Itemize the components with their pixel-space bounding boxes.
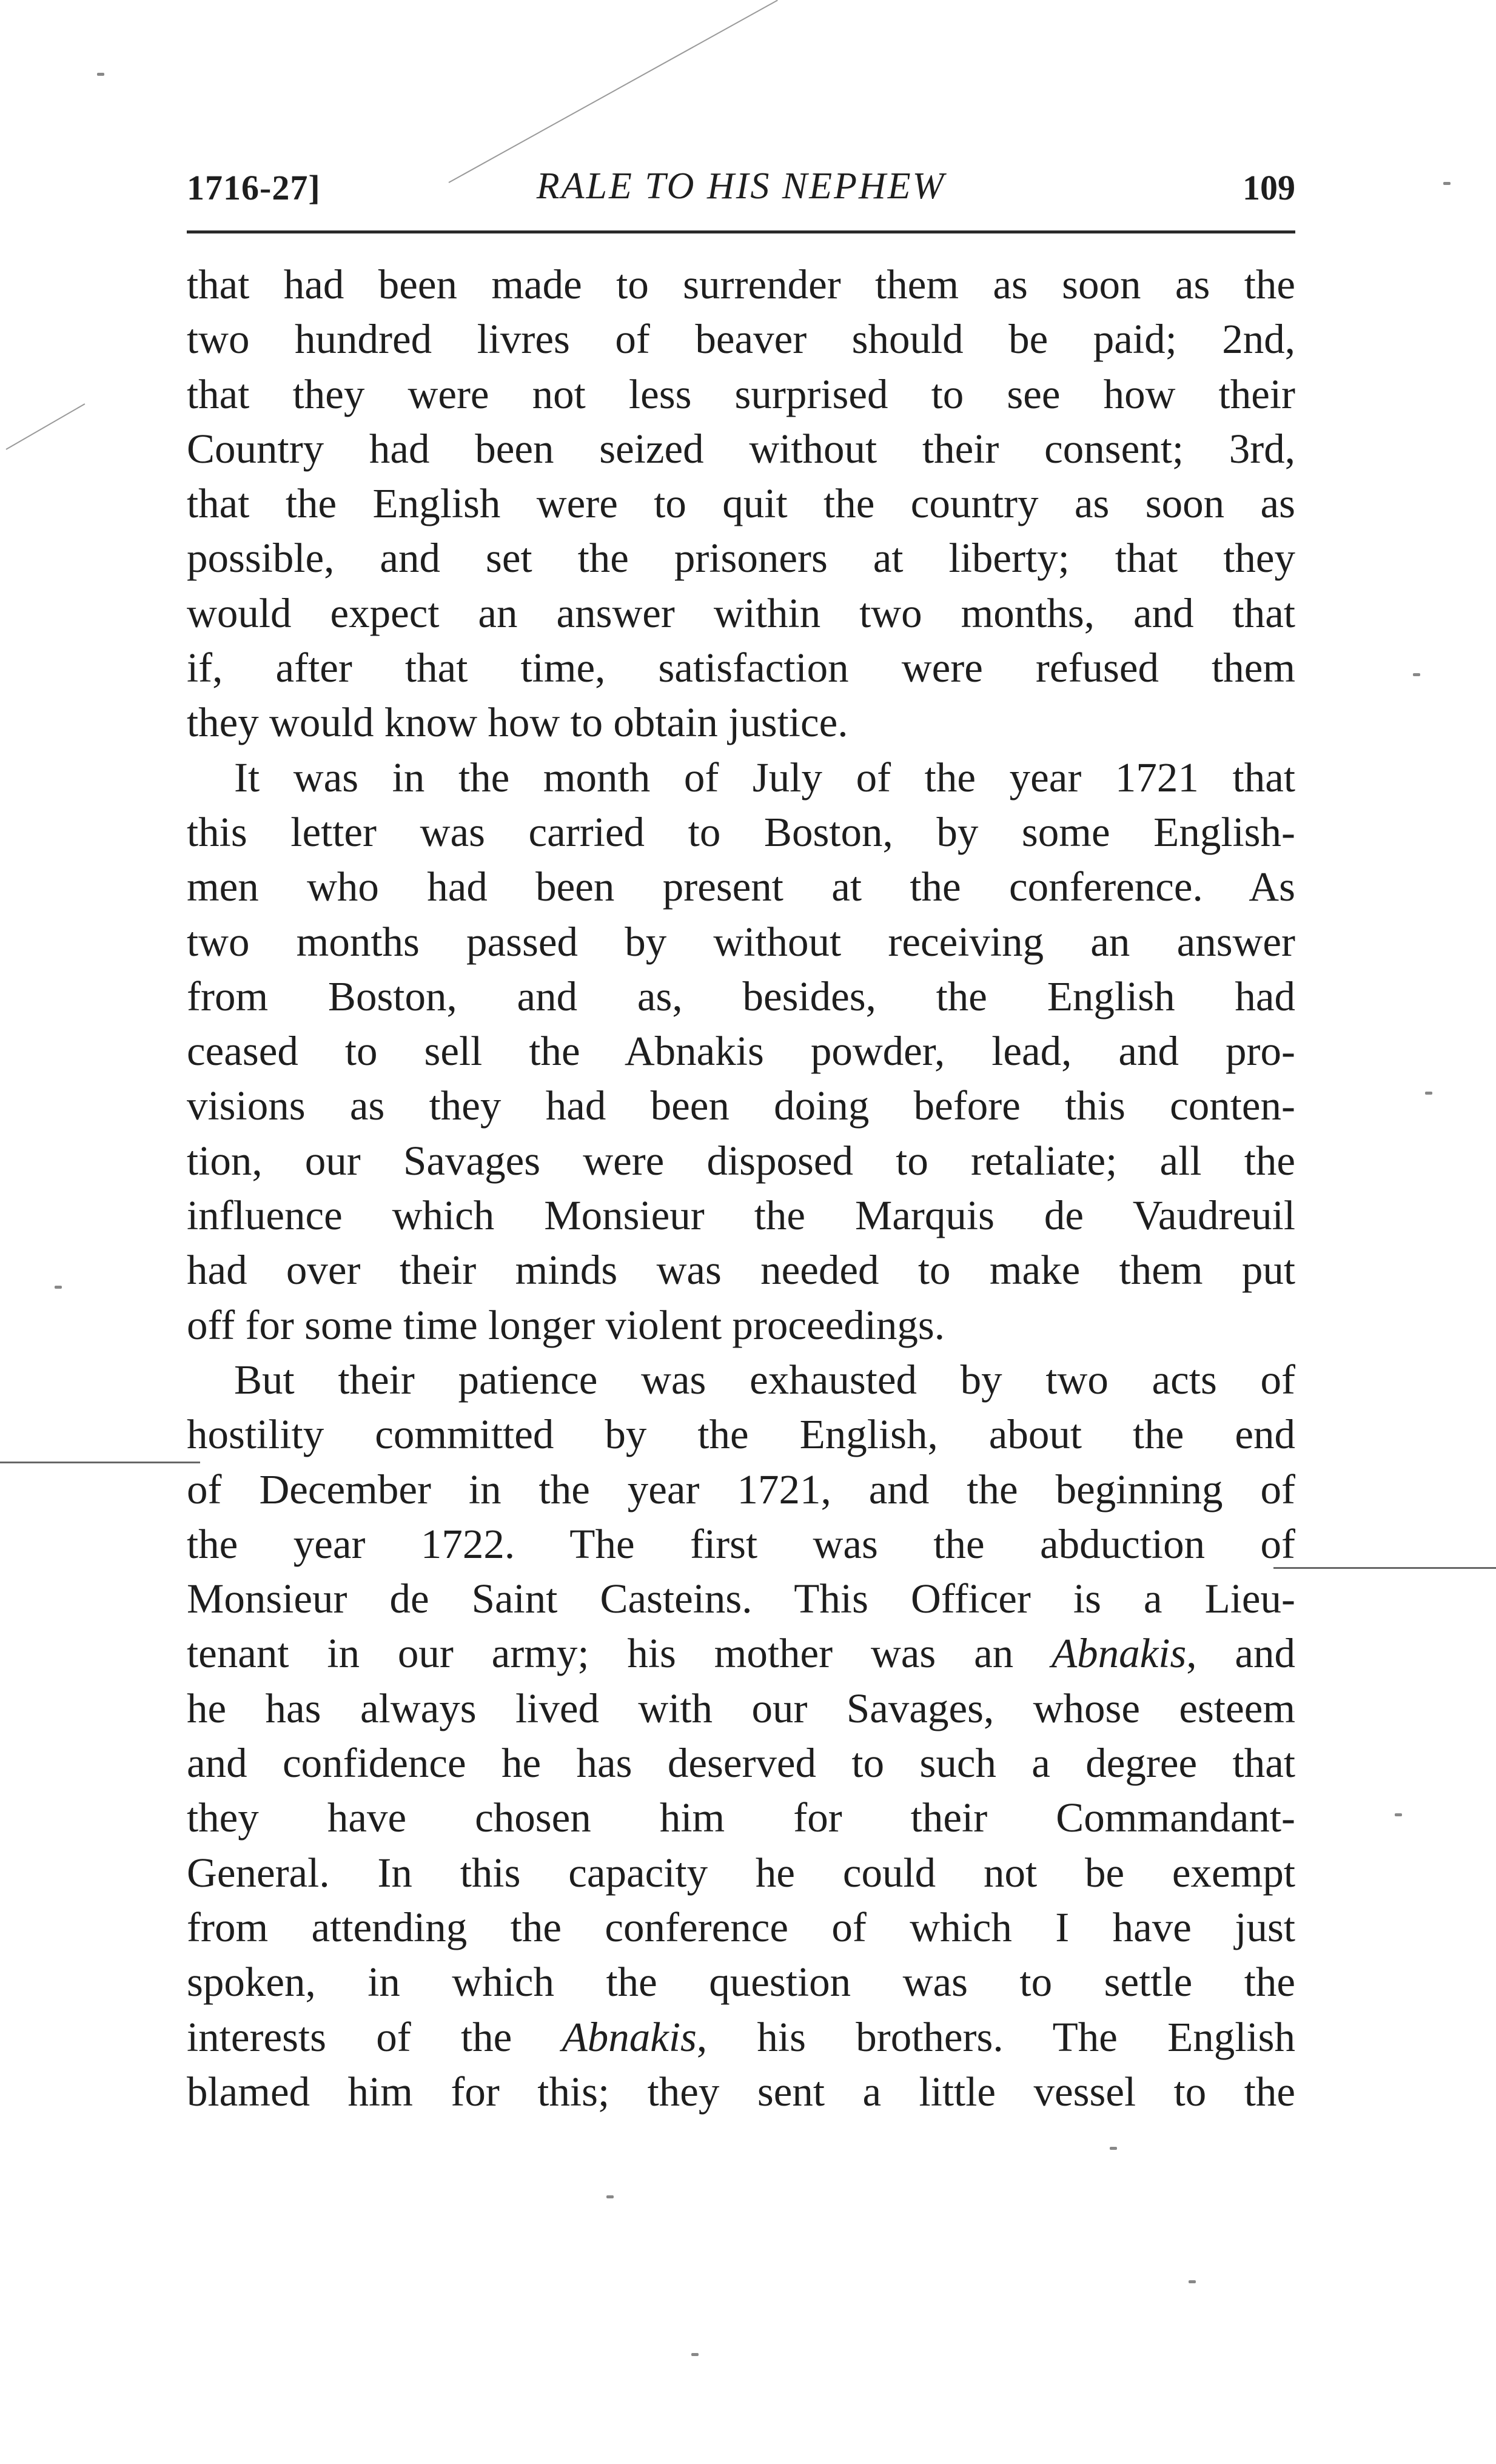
text-segment: interests of the xyxy=(187,2013,562,2060)
header-date-range: 1716-27] xyxy=(187,168,321,207)
scan-speck xyxy=(691,2353,699,2356)
text-line: spoken, in which the question was to settle the xyxy=(187,1959,1295,2006)
text-line: It was in the month of July of the year 1721 that xyxy=(234,754,1295,801)
text-line: off for some time longer violent proceedings. xyxy=(187,1301,945,1348)
scan-speck xyxy=(1110,2147,1117,2150)
text-line: Country had been seized without their consent; 3rd, xyxy=(187,425,1295,472)
italic-term: Abnakis xyxy=(1052,1630,1187,1677)
text-line: the year 1722. The first was the abduction of xyxy=(187,1520,1295,1567)
scan-artifact-line xyxy=(449,0,778,183)
italic-term: Abnakis xyxy=(562,2013,697,2060)
scan-artifact-line xyxy=(1273,1567,1496,1569)
text-line: men who had been present at the conference. As xyxy=(187,864,1295,910)
text-line: General. In this capacity he could not be exempt xyxy=(187,1849,1295,1896)
text-line: and confidence he has deserved to such a degree that xyxy=(187,1740,1295,1787)
text-line: they have chosen him for their Commandant- xyxy=(187,1794,1295,1841)
scan-speck xyxy=(1443,182,1451,185)
body-text xyxy=(187,257,1295,2119)
header-title: RALE TO HIS NEPHEW xyxy=(536,166,946,207)
text-line: from Boston, and as, besides, the English had xyxy=(187,973,1295,1019)
text-line: influence which Monsieur the Marquis de Vaudreuil xyxy=(187,1192,1295,1239)
scan-speck xyxy=(1189,2280,1196,2283)
running-header xyxy=(187,164,1295,233)
text-line: two months passed by without receiving an answer xyxy=(187,918,1295,965)
scan-artifact-line xyxy=(6,403,86,450)
text-line: that the English were to quit the country as soon as xyxy=(187,480,1295,527)
text-line: ceased to sell the Abnakis powder, lead, and pro- xyxy=(187,1028,1295,1075)
scan-artifact-line xyxy=(0,1462,200,1463)
text-line: that they were not less surprised to see how their xyxy=(187,371,1295,417)
scan-speck xyxy=(1413,673,1420,676)
text-line: would expect an answer within two months, and that xyxy=(187,589,1295,636)
text-line: visions as they had been doing before this conten- xyxy=(187,1083,1295,1129)
text-segment: tenant in our army; his mother was an xyxy=(187,1630,1052,1677)
text-line: of December in the year 1721, and the beginning of xyxy=(187,1466,1295,1512)
text-line: hostility committed by the English, about the end xyxy=(187,1411,1295,1458)
text-line: they would know how to obtain justice. xyxy=(187,699,848,746)
page-number: 109 xyxy=(1243,168,1295,207)
text-line: two hundred livres of beaver should be paid; 2nd, xyxy=(187,316,1295,363)
text-segment: , his brothers. The English xyxy=(696,2013,1296,2060)
text-line: But their patience was exhausted by two acts of xyxy=(234,1356,1295,1403)
text-line: had over their minds was needed to make them put xyxy=(187,1247,1295,1294)
scan-speck xyxy=(97,73,104,76)
text-line: blamed him for this; they sent a little vessel to the xyxy=(187,2068,1295,2115)
scan-speck xyxy=(1425,1092,1432,1095)
text-line: if, after that time, satisfaction were refused them xyxy=(187,645,1295,691)
text-line: from attending the conference of which I have just xyxy=(187,1904,1295,1950)
text-line: he has always lived with our Savages, whose esteem xyxy=(187,1685,1295,1731)
text-line: possible, and set the prisoners at liberty; that they xyxy=(187,535,1295,582)
text-line xyxy=(187,2010,1295,2064)
text-line: that had been made to surrender them as soon as the xyxy=(187,261,1295,307)
text-segment: , and xyxy=(1186,1630,1295,1677)
scan-speck xyxy=(1395,1813,1402,1816)
scan-speck xyxy=(55,1286,62,1289)
text-line xyxy=(187,1626,1295,1680)
text-line: this letter was carried to Boston, by some English- xyxy=(187,808,1295,855)
scan-speck xyxy=(606,2195,614,2198)
text-line: Monsieur de Saint Casteins. This Officer is a Lieu- xyxy=(187,1576,1295,1622)
text-line: tion, our Savages were disposed to retaliate; all the xyxy=(187,1137,1295,1184)
